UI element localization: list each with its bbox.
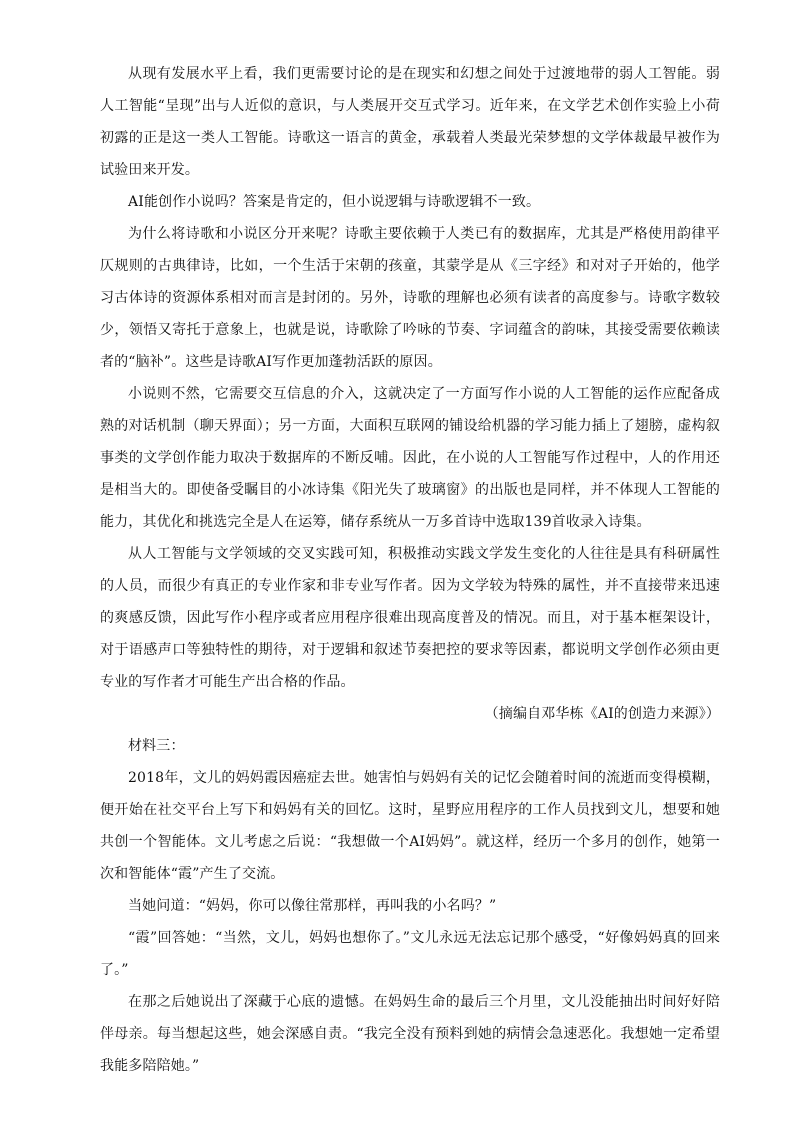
paragraph-wen-er-story: 2018年，文儿的妈妈霞因癌症去世。她害怕与妈妈有关的记忆会随着时间的流逝而变得模糊，便开始在社交平台上写下和妈妈有关的回忆。这时，星野应用程序的工作人员找到文儿，想要和她共创一个智能体。文儿考虑之后说：“我想做一个AI妈妈”。就这样，经历一个多月的创作，她第一次和智能体“霞”产生了交流。 (100, 770, 720, 882)
paragraph-weak-ai: 从现有发展水平上看，我们更需要讨论的是在现实和幻想之间处于过渡地带的弱人工智能。弱人工智能“呈现”出与人近似的意识，与人类展开交互式学习。近年来，在文学艺术创作实验上小荷初露的正是这一类人工智能。诗歌这一语言的黄金，承载着人类最光荣梦想的文学体裁最早被作为试验田来开发。 (100, 66, 720, 178)
source-citation: （摘编自邓华栋《AI的创造力来源》） (484, 706, 720, 722)
paragraph-ai-novel-question: AI能创作小说吗？答案是肯定的，但小说逻辑与诗歌逻辑不一致。 (128, 194, 541, 210)
paragraph-answer: “霞”回答她：“当然，文儿，妈妈也想你了。”文儿永远无法忘记那个感受，“好像妈妈真的回来了。” (100, 930, 720, 978)
paragraph-poetry-vs-novel: 为什么将诗歌和小说区分开来呢？诗歌主要依赖于人类已有的数据库，尤其是严格使用韵律平仄规则的古典律诗，比如，一个生活于宋朝的孩童，其蒙学是从《三字经》和对对子开始的，他学习古体诗的资源体系相对而言是封闭的。另外，诗歌的理解也必须有读者的高度参与。诗歌字数较少，领悟又寄托于意象上，也就是说，诗歌除了吟咏的节奏、字词蕴含的韵味，其接受需要依赖读者的“脑补”。这些是诗歌AI写作更加蓬勃活跃的原因。 (100, 226, 720, 370)
document-body (100, 58, 720, 1082)
paragraph-novel-interaction: 小说则不然，它需要交互信息的介入，这就决定了一方面写作小说的人工智能的运作应配备成熟的对话机制（聊天界面）；另一方面，大面积互联网的铺设给机器的学习能力插上了翅膀，虚构叙事类的文学创作能力取决于数据库的不断反哺。因此，在小说的人工智能写作过程中，人的作用还是相当大的。即使备受瞩目的小冰诗集《阳光失了玻璃窗》的出版也是同样，并不体现人工智能的能力，其优化和挑选完全是人在运筹，储存系统从一万多首诗中选取139首收录入诗集。 (100, 386, 720, 530)
paragraph-regret: 在那之后她说出了深藏于心底的遗憾。在妈妈生命的最后三个月里，文儿没能抽出时间好好陪伴母亲。每当想起这些，她会深感自责。“我完全没有预料到她的病情会急速恶化。我想她一定希望我能多陪陪她。” (100, 994, 720, 1074)
paragraph-question: 当她问道：“妈妈，你可以像往常那样，再叫我的小名吗？” (128, 898, 497, 914)
material-three-heading: 材料三： (128, 738, 185, 754)
paragraph-cross-practice: 从人工智能与文学领域的交叉实践可知，积极推动实践文学发生变化的人往往是具有科研属性的人员，而很少有真正的专业作家和非专业写作者。因为文学较为特殊的属性，并不直接带来迅速的爽感反馈，因此写作小程序或者应用程序很难出现高度普及的情况。而且，对于基本框架设计，对于语感声口等独特性的期待，对于逻辑和叙述节奏把控的要求等因素，都说明文学创作必须由更专业的写作者才可能生产出合格的作品。 (100, 546, 720, 690)
